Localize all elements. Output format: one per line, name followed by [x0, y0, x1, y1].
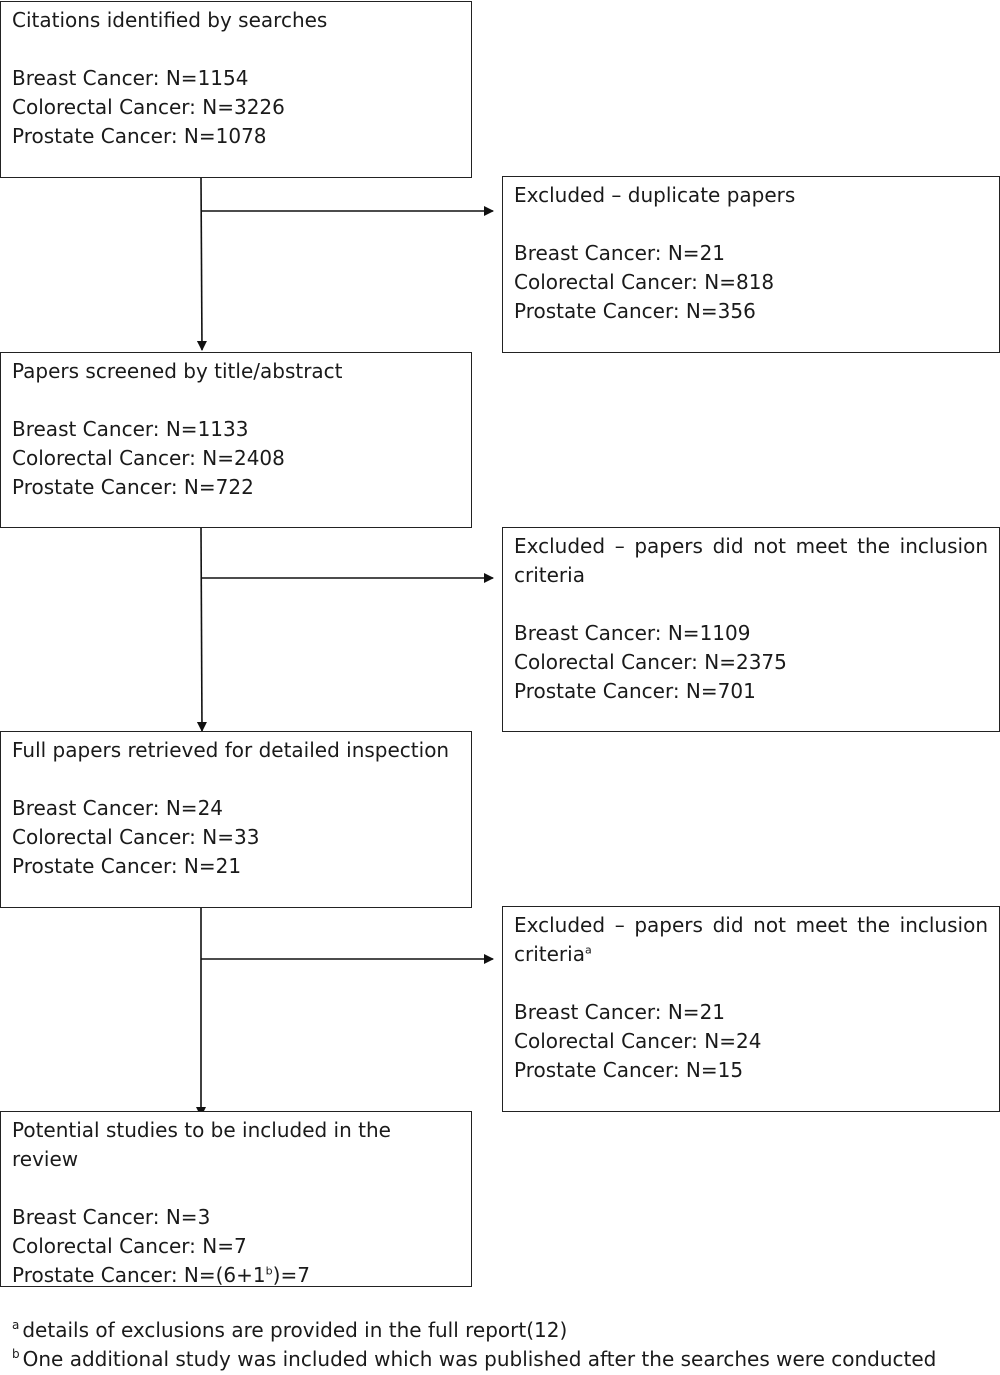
footnote-b — [12, 1345, 936, 1374]
box-title: Citations identified by searches — [12, 8, 328, 32]
footnote-a-marker: a — [12, 1318, 20, 1333]
box-title-text: Excluded – papers did not meet the inclusion criteria — [514, 913, 988, 966]
prostate-count: Prostate Cancer: N=722 — [12, 475, 254, 499]
box-title: Papers screened by title/abstract — [12, 359, 343, 383]
prostate-count-suffix: )=7 — [272, 1263, 310, 1287]
footnote-b-marker: b — [12, 1347, 20, 1362]
prostate-count: Prostate Cancer: N=21 — [12, 854, 242, 878]
prostate-count: Prostate Cancer: N=701 — [514, 679, 756, 703]
footnote-marker-b: b — [265, 1264, 273, 1278]
footnote-marker-a: a — [584, 943, 592, 957]
breast-count: Breast Cancer: N=1109 — [514, 621, 751, 645]
prostate-count: Prostate Cancer: N=356 — [514, 299, 756, 323]
box-title — [514, 911, 988, 969]
footnotes — [12, 1316, 936, 1374]
prostate-count — [12, 1261, 460, 1290]
prostate-count: Prostate Cancer: N=1078 — [12, 124, 267, 148]
arrow-searches-to-screened — [201, 178, 202, 350]
colorectal-count: Colorectal Cancer: N=3226 — [12, 95, 285, 119]
colorectal-count: Colorectal Cancer: N=2408 — [12, 446, 285, 470]
colorectal-count: Colorectal Cancer: N=818 — [514, 270, 775, 294]
box-excluded-inclusion-criteria — [502, 527, 1000, 732]
box-title: Full papers retrieved for detailed inspection — [12, 738, 450, 762]
colorectal-count: Colorectal Cancer: N=33 — [12, 825, 260, 849]
arrow-screened-to-full — [201, 528, 202, 731]
prostate-count: Prostate Cancer: N=15 — [514, 1058, 744, 1082]
prostate-count-prefix: Prostate Cancer: N=(6+1 — [12, 1263, 266, 1287]
breast-count: Breast Cancer: N=1154 — [12, 66, 249, 90]
box-title: Potential studies to be included in the review — [12, 1118, 391, 1171]
breast-count: Breast Cancer: N=21 — [514, 1000, 726, 1024]
box-potential-studies-included — [0, 1111, 472, 1287]
box-title: Excluded – duplicate papers — [514, 183, 796, 207]
breast-count: Breast Cancer: N=1133 — [12, 417, 249, 441]
box-title: Excluded – papers did not meet the inclusion criteria — [514, 534, 988, 587]
footnote-b-text: One additional study was included which was published after the searches were conducted — [22, 1347, 937, 1371]
colorectal-count: Colorectal Cancer: N=7 — [12, 1234, 247, 1258]
colorectal-count: Colorectal Cancer: N=2375 — [514, 650, 787, 674]
box-citations-identified — [0, 1, 472, 178]
box-full-papers-retrieved — [0, 731, 472, 908]
breast-count: Breast Cancer: N=21 — [514, 241, 726, 265]
box-papers-screened — [0, 352, 472, 528]
breast-count: Breast Cancer: N=3 — [12, 1205, 211, 1229]
breast-count: Breast Cancer: N=24 — [12, 796, 224, 820]
box-excluded-duplicates — [502, 176, 1000, 353]
footnote-a-text: details of exclusions are provided in the full report(12) — [22, 1318, 568, 1342]
box-excluded-full-papers — [502, 906, 1000, 1112]
colorectal-count: Colorectal Cancer: N=24 — [514, 1029, 762, 1053]
footnote-a — [12, 1316, 936, 1345]
